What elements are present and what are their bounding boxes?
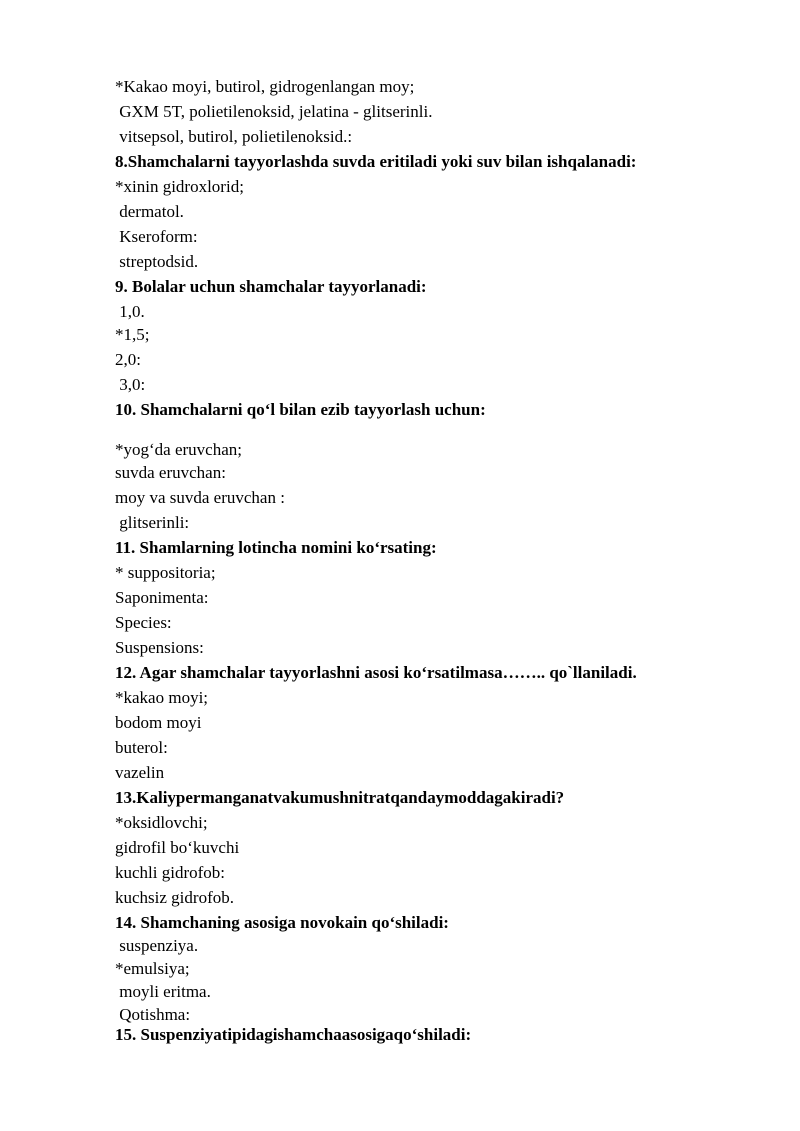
answer-option: *yog‘da eruvchan; [115, 440, 242, 459]
answer-option: kuchsiz gidrofob. [115, 888, 234, 907]
answer-option: 3,0: [115, 375, 146, 394]
answer-option: *oksidlovchi; [115, 813, 208, 832]
answer-option: streptodsid. [115, 252, 199, 271]
answer-option: *emulsiya; [115, 959, 190, 978]
question-heading: 11. Shamlarning lotincha nomini ko‘rsating: [115, 538, 437, 557]
answer-option: *Kakao moyi, butirol, gidrogenlangan moy; [115, 77, 415, 96]
answer-option: 2,0: [115, 350, 141, 369]
answer-option: Saponimenta: [115, 588, 209, 607]
answer-option: 1,0. [115, 302, 145, 321]
answer-option: Suspensions: [115, 638, 204, 657]
answer-option: suspenziya. [115, 936, 199, 955]
answer-option: Qotishma: [115, 1005, 191, 1024]
answer-option: * suppositoria; [115, 563, 216, 582]
answer-option: moy va suvda eruvchan : [115, 488, 285, 507]
answer-option: gidrofil bo‘kuvchi [115, 838, 240, 857]
answer-option: suvda eruvchan: [115, 463, 226, 482]
answer-option: dermatol. [115, 202, 184, 221]
answer-option: moyli eritma. [115, 982, 211, 1001]
answer-option: bodom moyi [115, 713, 202, 732]
answer-option: glitserinli: [115, 513, 190, 532]
answer-option: Species: [115, 613, 172, 632]
question-heading: 12. Agar shamchalar tayyorlashni asosi ko‘rsatilmasa…….. qo`llaniladi. [115, 663, 637, 682]
answer-option: buterol: [115, 738, 168, 757]
answer-option: *1,5; [115, 325, 150, 344]
question-heading: 14. Shamchaning asosiga novokain qo‘shiladi: [115, 913, 449, 932]
answer-option: *kakao moyi; [115, 688, 209, 707]
answer-option: Kseroform: [115, 227, 198, 246]
answer-option: *xinin gidroxlorid; [115, 177, 244, 196]
question-heading: 13.Kaliypermanganatvakumushnitratqandaymoddagakiradi? [115, 788, 565, 807]
question-heading: 15. Suspenziyatipidagishamchaasosigaqo‘shiladi: [115, 1025, 472, 1044]
answer-option: kuchli gidrofob: [115, 863, 226, 882]
question-heading: 10. Shamchalarni qo‘l bilan ezib tayyorlash uchun: [115, 400, 486, 419]
answer-option: vazelin [115, 763, 165, 782]
question-heading: 8.Shamchalarni tayyorlashda suvda eritiladi yoki suv bilan ishqalanadi: [115, 152, 637, 171]
question-heading: 9. Bolalar uchun shamchalar tayyorlanadi: [115, 277, 427, 296]
answer-option: GXM 5T, polietilenoksid, jelatina - glitserinli. [115, 102, 433, 121]
answer-option: vitsepsol, butirol, polietilenoksid.: [115, 127, 353, 146]
